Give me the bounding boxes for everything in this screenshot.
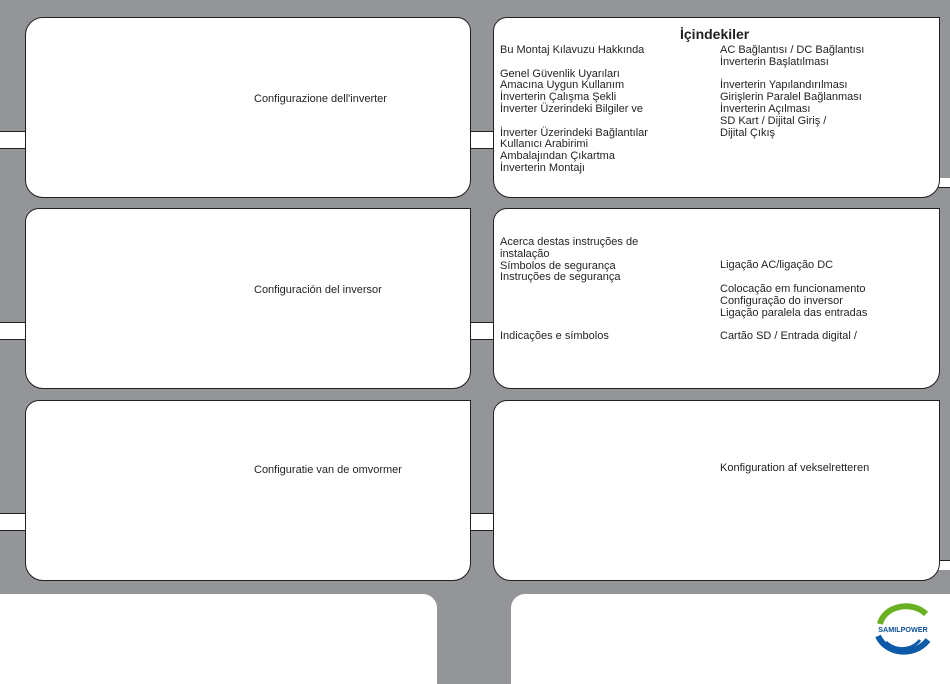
- toc-entry: İnverterin Açılması: [720, 102, 811, 115]
- panel-portuguese-toc: [493, 208, 940, 389]
- toc-left-column: [500, 45, 648, 175]
- toc-right-column: [720, 45, 864, 139]
- toc-entry: [500, 116, 648, 128]
- binding-tab: [468, 131, 496, 149]
- toc-entry: Cartão SD / Entrada digital /: [720, 330, 857, 342]
- toc-entry: İnverterin Montajı: [500, 161, 585, 174]
- toc-entry: Kullanıcı Arabirimi: [500, 138, 589, 151]
- binding-tab: [468, 513, 496, 531]
- samilpower-logo: [872, 600, 934, 658]
- toc-right-column: [720, 260, 833, 272]
- panel-danish: [493, 400, 940, 581]
- toc-entry: Ambalajından Çıkartma: [500, 150, 615, 163]
- toc-right-column: [720, 284, 867, 319]
- toc-left-column: [500, 331, 609, 343]
- panel-turkish-toc: [493, 17, 940, 198]
- panel-italian: [25, 17, 471, 198]
- panel-label-spanish: Configuración del inversor: [254, 284, 382, 296]
- panel-label-danish: Konfiguration af vekselretteren: [720, 462, 870, 474]
- panel-label-dutch: Configuratie van de omvormer: [254, 464, 402, 476]
- toc-entry: İnverterin Başlatılması: [720, 55, 829, 68]
- toc-entry: Bu Montaj Kılavuzu Hakkında: [500, 44, 645, 56]
- toc-right-column: [720, 331, 857, 343]
- toc-entry: AC Bağlantısı / DC Bağlantısı: [720, 44, 865, 56]
- toc-entry: Indicações e símbolos: [500, 330, 609, 342]
- toc-entry: Ligação AC/ligação DC: [720, 259, 834, 271]
- toc-entry: İnverter Üzerindeki Bilgiler ve: [500, 102, 644, 115]
- toc-entry: SD Kart / Dijital Giriş /: [720, 114, 827, 127]
- logo-text: SAMILPOWER: [878, 625, 928, 634]
- toc-left-column: [500, 237, 638, 284]
- toc-title: İçindekiler: [680, 26, 750, 42]
- toc-entry: instalação: [500, 247, 550, 260]
- toc-entry: Símbolos de segurança: [500, 259, 616, 272]
- panel-spanish: [25, 208, 471, 389]
- panel-bottom-left: [0, 594, 437, 684]
- panel-dutch: [25, 400, 471, 581]
- toc-entry: İnverterin Çalışma Şekli: [500, 91, 617, 104]
- toc-entry: [500, 57, 648, 69]
- toc-entry: İnverter Üzerindeki Bağlantılar: [500, 126, 648, 139]
- toc-entry: Amacına Uygun Kullanım: [500, 79, 625, 92]
- panel-label-italian: Configurazione dell'inverter: [254, 93, 387, 105]
- toc-entry: Dijital Çıkış: [720, 126, 776, 139]
- toc-entry: Colocação em funcionamento: [720, 283, 866, 295]
- toc-entry: İnverterin Yapılandırılması: [720, 79, 848, 92]
- toc-entry: Configuração do inversor: [720, 294, 843, 307]
- toc-entry: Instruções de segurança: [500, 271, 621, 284]
- toc-entry: Ligação paralela das entradas: [720, 306, 868, 319]
- toc-entry: Genel Güvenlik Uyarıları: [500, 67, 620, 80]
- binding-tab: [468, 322, 496, 340]
- toc-entry: Acerca destas instruções de: [500, 236, 639, 248]
- toc-entry: Girişlerin Paralel Bağlanması: [720, 91, 862, 104]
